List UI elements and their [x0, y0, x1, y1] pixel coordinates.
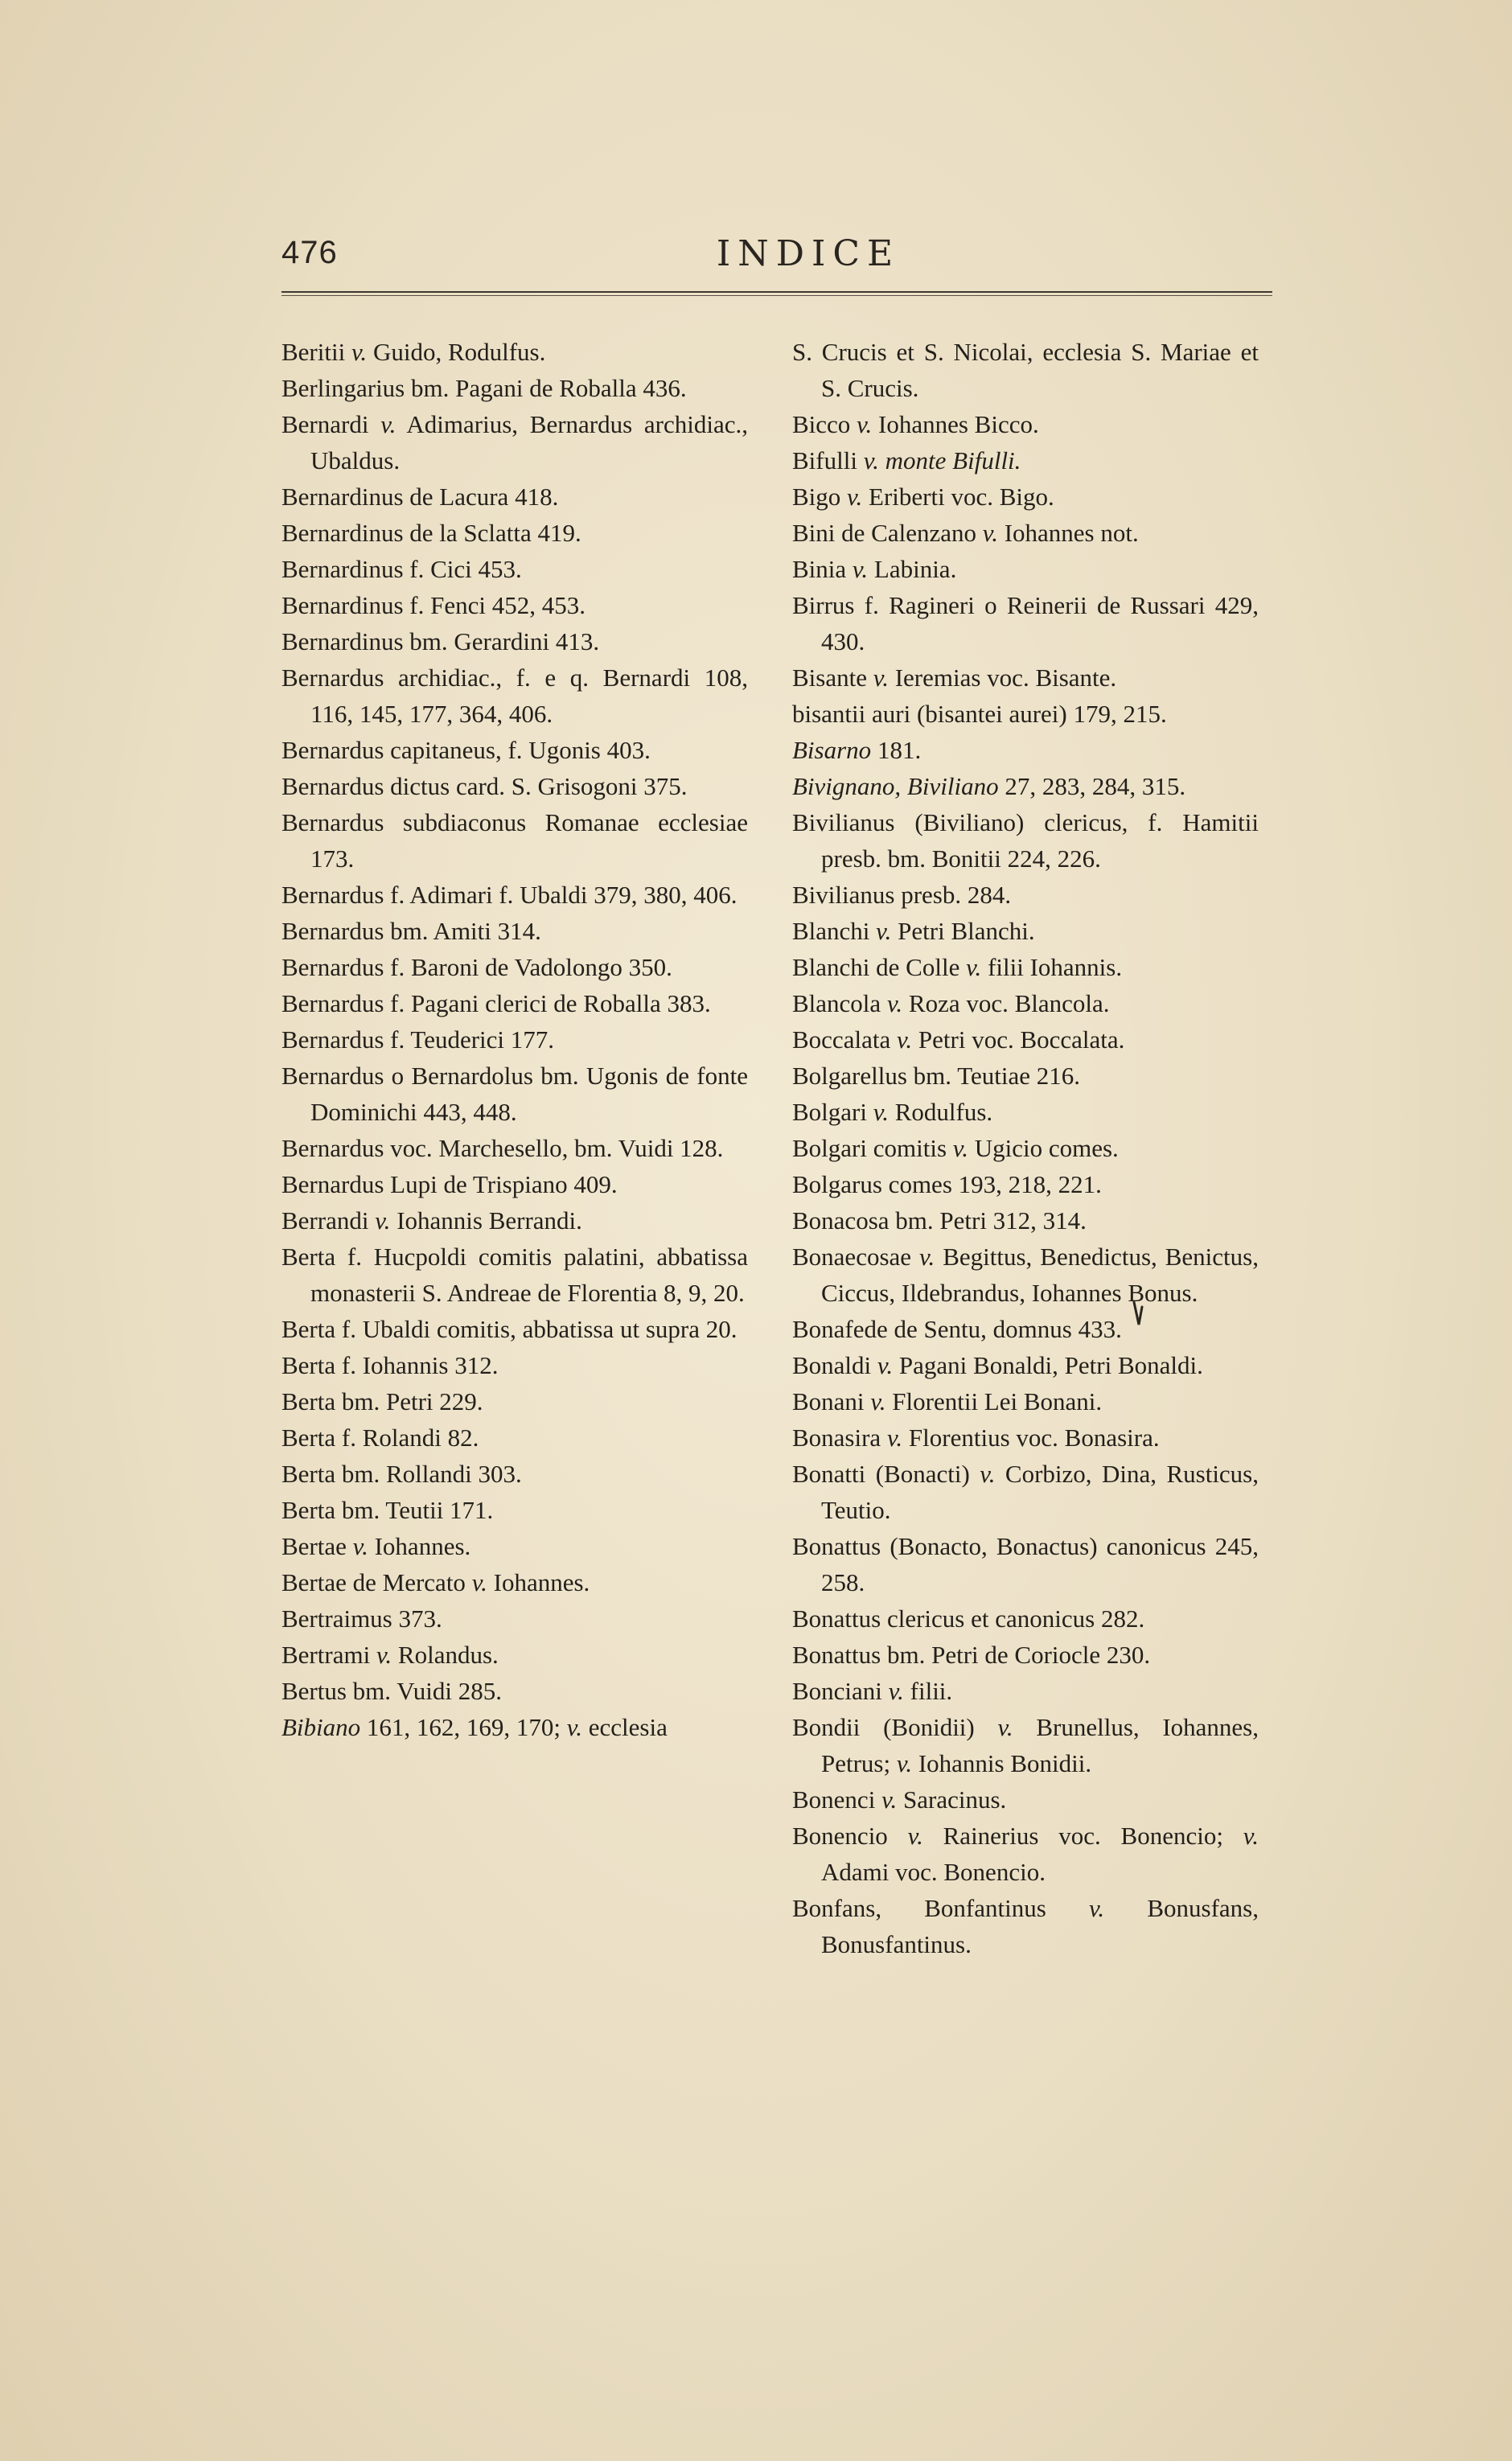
header-rule	[281, 291, 1272, 293]
entry-text: Bonenci	[792, 1785, 882, 1814]
entry-text: Bonatti (Bonacti)	[792, 1460, 980, 1488]
running-head	[281, 235, 1272, 283]
entry-italic-text: v.	[376, 1641, 392, 1669]
entry-text: Bigo	[792, 483, 848, 511]
entry-text: Petri voc. Boccalata.	[912, 1025, 1125, 1054]
entry-text: Brunellus, Iohannes, Petrus;	[821, 1713, 1259, 1777]
entry-text: Bertae de Mercato	[281, 1568, 472, 1596]
entry-text: Bicco	[792, 410, 857, 438]
index-entry	[792, 1456, 1259, 1528]
entry-text: Bonciani	[792, 1677, 889, 1705]
entry-italic-text: v.	[876, 917, 892, 945]
entry-italic-text: v.	[886, 989, 903, 1017]
entry-text: Bernardi	[281, 410, 381, 438]
entry-text: Bonattus bm. Petri de Coriocle 230.	[792, 1641, 1151, 1669]
entry-text: Blanchi de Colle	[792, 953, 967, 981]
index-entry	[281, 659, 748, 732]
index-entry	[792, 515, 1259, 551]
entry-text: Bonattus clericus et canonicus 282.	[792, 1604, 1145, 1633]
index-entry	[281, 587, 748, 623]
entry-text: Ieremias voc. Bisante.	[888, 664, 1117, 692]
entry-italic-text: v.	[380, 410, 396, 438]
entry-italic-text: v.	[1088, 1894, 1105, 1922]
entry-text: Bonasira	[792, 1424, 887, 1452]
entry-text: Bini de Calenzano	[792, 519, 983, 547]
index-entry	[792, 1166, 1259, 1202]
index-entry	[281, 877, 748, 913]
entry-text: Bernardus dictus card. S. Grisogoni 375.	[281, 772, 688, 800]
entry-text: Ugicio comes.	[968, 1134, 1119, 1162]
index-entry	[792, 479, 1259, 515]
index-entry	[281, 913, 748, 949]
entry-italic-text: v.	[873, 1098, 889, 1126]
entry-italic-text: v.	[896, 1025, 913, 1054]
index-entry	[792, 1600, 1259, 1637]
entry-text: Iohannes.	[487, 1568, 590, 1596]
entry-italic-text: v.	[886, 1424, 903, 1452]
index-entry	[792, 1202, 1259, 1239]
entry-text: Berta f. Ubaldi comitis, abbatissa ut supra 20.	[281, 1315, 738, 1343]
entry-text: Rainerius voc. Bonencio;	[922, 1822, 1243, 1850]
entry-text: Iohannes not.	[997, 519, 1139, 547]
index-entry	[281, 623, 748, 659]
index-entry	[281, 1709, 748, 1745]
index-entry	[281, 1600, 748, 1637]
entry-text: Bernardus o Bernardolus bm. Ugonis de fonte Dominichi 443, 448.	[281, 1062, 748, 1126]
entry-text: Rolandus.	[392, 1641, 499, 1669]
index-entry	[281, 1058, 748, 1130]
entry-text: Eriberti voc. Bigo.	[862, 483, 1054, 511]
entry-text: Boccalata	[792, 1025, 897, 1054]
entry-text: Bonaldi	[792, 1351, 877, 1379]
index-entry	[792, 587, 1259, 659]
index-entry	[281, 479, 748, 515]
entry-text: Berta f. Hucpoldi comitis palatini, abbatissa monasterii S. Andreae de Florentia 8, 9, 20.	[281, 1243, 748, 1307]
entry-text: Bonafede de Sentu, domnus 433.	[792, 1315, 1122, 1343]
index-entry	[281, 370, 748, 406]
entry-italic-text: v.	[852, 555, 869, 583]
entry-text: Adimarius, Bernardus archidiac., Ubaldus.	[310, 410, 748, 475]
index-entry	[281, 1166, 748, 1202]
entry-text: Berta f. Rolandi 82.	[281, 1424, 479, 1452]
entry-text: Bernardus voc. Marchesello, bm. Vuidi 128.	[281, 1134, 724, 1162]
index-entry	[281, 1637, 748, 1673]
entry-text: Bernardus subdiaconus Romanae ecclesiae 173.	[281, 808, 748, 873]
index-entry	[792, 442, 1259, 479]
entry-italic-text: v.	[997, 1713, 1013, 1741]
entry-text: Bernardinus bm. Gerardini 413.	[281, 627, 600, 655]
entry-italic-text: v.	[888, 1677, 904, 1705]
entry-text: Bolgarellus bm. Teutiae 216.	[792, 1062, 1080, 1090]
entry-text: filii.	[903, 1677, 953, 1705]
entry-italic-text: v.	[471, 1568, 487, 1596]
entry-text: Berta f. Iohannis 312.	[281, 1351, 499, 1379]
index-entry	[792, 1528, 1259, 1600]
index-entry	[281, 1347, 748, 1383]
entry-italic-text: Bivignano, Biviliano	[792, 772, 999, 800]
entry-italic-text: v.	[847, 483, 863, 511]
index-entry	[281, 551, 748, 587]
entry-text: Bernardus f. Adimari f. Ubaldi 379, 380, 406.	[281, 881, 738, 909]
entry-text: Berrandi	[281, 1206, 376, 1235]
entry-text: bisantii auri (bisantei aurei) 179, 215.	[792, 700, 1167, 728]
entry-text: Roza voc. Blancola.	[902, 989, 1110, 1017]
entry-text: Berta bm. Rollandi 303.	[281, 1460, 522, 1488]
index-entry	[792, 877, 1259, 913]
entry-text: Bonani	[792, 1387, 871, 1415]
entry-text: Bernardinus f. Fenci 452, 453.	[281, 591, 585, 619]
index-entry	[792, 1239, 1259, 1311]
entry-text: 27, 283, 284, 315.	[998, 772, 1186, 800]
entry-italic-text: v.	[877, 1351, 894, 1379]
entry-text: Iohannes.	[368, 1532, 471, 1560]
index-entry	[281, 1492, 748, 1528]
entry-text: Bonfans, Bonfantinus	[792, 1894, 1089, 1922]
index-entry	[281, 1673, 748, 1709]
index-entry	[792, 551, 1259, 587]
entry-text: Bertae	[281, 1532, 353, 1560]
entry-italic-text: Bibiano	[281, 1713, 361, 1741]
entry-text: Florentius voc. Bonasira.	[902, 1424, 1160, 1452]
entry-italic-text: v.	[881, 1785, 898, 1814]
entry-italic-text: v.	[907, 1822, 923, 1850]
index-entry	[281, 334, 748, 370]
entry-italic-text: v.	[375, 1206, 391, 1235]
entry-text: Bivilianus (Biviliano) clericus, f. Hamitii presb. bm. Bonitii 224, 226.	[792, 808, 1259, 873]
index-entry	[281, 1564, 748, 1600]
index-entry	[281, 985, 748, 1021]
index-entry	[792, 1818, 1259, 1890]
index-entry	[281, 1383, 748, 1419]
entry-text: Bivilianus presb. 284.	[792, 881, 1012, 909]
entry-text: Bernardinus f. Cici 453.	[281, 555, 522, 583]
entry-italic-text: v.	[952, 1134, 968, 1162]
pencil-mark	[1132, 1300, 1144, 1328]
entry-text: Bisante	[792, 664, 873, 692]
entry-text: Florentii Lei Bonani.	[885, 1387, 1103, 1415]
entry-text: S. Crucis et S. Nicolai, ecclesia S. Mariae et S. Crucis.	[792, 338, 1259, 402]
entry-text: Petri Blanchi.	[891, 917, 1035, 945]
entry-italic-text: v.	[980, 1460, 996, 1488]
index-entry	[281, 768, 748, 804]
index-entry	[792, 768, 1259, 804]
index-entry	[281, 406, 748, 479]
entry-text: ecclesia	[582, 1713, 668, 1741]
entry-text: Bondii (Bonidii)	[792, 1713, 998, 1741]
index-entry	[792, 406, 1259, 442]
index-entry	[281, 1239, 748, 1311]
entry-italic-text: v.	[352, 1532, 368, 1560]
entry-text: Bernardus f. Pagani clerici de Roballa 383.	[281, 989, 711, 1017]
entry-text: Labinia.	[868, 555, 957, 583]
entry-italic-text: v.	[566, 1713, 583, 1741]
entry-text: Adami voc. Bonencio.	[821, 1858, 1046, 1886]
index-entry	[792, 1419, 1259, 1456]
entry-text: Berlingarius bm. Pagani de Roballa 436.	[281, 374, 687, 402]
index-entry	[281, 1528, 748, 1564]
entry-text: Bernardinus de la Sclatta 419.	[281, 519, 581, 547]
entry-text: Bertrami	[281, 1641, 376, 1669]
entry-italic-text: v.	[857, 410, 873, 438]
entry-text: Bertus bm. Vuidi 285.	[281, 1677, 502, 1705]
entry-text: Bernardus archidiac., f. e q. Bernardi 108, 116, 145, 177, 364, 406.	[281, 664, 748, 728]
entry-italic-text: v.	[896, 1749, 913, 1777]
entry-text: Bonencio	[792, 1822, 908, 1850]
entry-text: filii Iohannis.	[981, 953, 1123, 981]
entry-text: 181.	[871, 736, 922, 764]
entry-italic-text: v.	[873, 664, 889, 692]
entry-text: Berta bm. Petri 229.	[281, 1387, 483, 1415]
entry-italic-text: v.	[351, 338, 368, 366]
index-entry	[281, 804, 748, 877]
entry-text: Bonacosa bm. Petri 312, 314.	[792, 1206, 1087, 1235]
index-entry	[792, 1781, 1259, 1818]
entry-italic-text: v.	[982, 519, 998, 547]
entry-text: Bertraimus 373.	[281, 1604, 442, 1633]
entry-text: Iohannis Bonidii.	[912, 1749, 1092, 1777]
entry-text: Iohannis Berrandi.	[390, 1206, 582, 1235]
index-entry	[792, 949, 1259, 985]
index-entry	[792, 804, 1259, 877]
index-entry	[792, 1890, 1259, 1962]
entry-text: Bonaecosae	[792, 1243, 920, 1271]
entry-text: Bernardus f. Teuderici 177.	[281, 1025, 555, 1054]
entry-text: Bifulli	[792, 446, 864, 475]
index-entry	[792, 1130, 1259, 1166]
index-column-right	[792, 334, 1259, 1962]
entry-text: Saracinus.	[897, 1785, 1007, 1814]
index-entry	[281, 1456, 748, 1492]
running-title: INDICE	[716, 233, 901, 274]
entry-text: Corbizo, Dina, Rusticus, Teutio.	[821, 1460, 1259, 1524]
index-entry	[281, 732, 748, 768]
index-entry	[281, 1311, 748, 1347]
index-entry	[792, 1383, 1259, 1419]
entry-text: Bolgari	[792, 1098, 873, 1126]
entry-text: 161, 162, 169, 170;	[360, 1713, 567, 1741]
index-entry	[792, 1021, 1259, 1058]
index-entry	[792, 1311, 1259, 1347]
index-entry	[792, 1094, 1259, 1130]
entry-text: Bonattus (Bonacto, Bonactus) canonicus 245, 258.	[792, 1532, 1259, 1596]
index-entry	[792, 334, 1259, 406]
entry-text: Birrus f. Ragineri o Reinerii de Russari 429, 430.	[792, 591, 1259, 655]
entry-italic-text: Bisarno	[792, 736, 872, 764]
entry-italic-text: v.	[966, 953, 982, 981]
index-entry	[281, 1419, 748, 1456]
entry-text: Beritii	[281, 338, 351, 366]
entry-text: Rodulfus.	[888, 1098, 993, 1126]
entry-text: Bernardus capitaneus, f. Ugonis 403.	[281, 736, 651, 764]
entry-text: Bernardus bm. Amiti 314.	[281, 917, 541, 945]
entry-italic-text: v.	[870, 1387, 886, 1415]
index-entry	[281, 1202, 748, 1239]
entry-text: Bernardus f. Baroni de Vadolongo 350.	[281, 953, 672, 981]
index-entry	[281, 515, 748, 551]
entry-italic-text: v.	[1243, 1822, 1259, 1850]
entry-text: Bernardinus de Lacura 418.	[281, 483, 559, 511]
index-entry	[281, 1130, 748, 1166]
index-entry	[792, 696, 1259, 732]
entry-text: Bernardus Lupi de Trispiano 409.	[281, 1170, 618, 1198]
entry-text: Binia	[792, 555, 853, 583]
entry-text: Guido, Rodulfus.	[367, 338, 546, 366]
index-entry	[792, 732, 1259, 768]
index-entry	[792, 913, 1259, 949]
entry-italic-text: v. monte Bifulli.	[863, 446, 1021, 475]
entry-text: Bolgarus comes 193, 218, 221.	[792, 1170, 1102, 1198]
index-entry	[792, 1709, 1259, 1781]
entry-text: Blancola	[792, 989, 887, 1017]
entry-text: Berta bm. Teutii 171.	[281, 1496, 494, 1524]
index-entry	[792, 1637, 1259, 1673]
entry-text: Bonusfans, Bonusfantinus.	[821, 1894, 1259, 1958]
index-entry	[792, 985, 1259, 1021]
index-entry	[281, 1021, 748, 1058]
index-entry	[792, 1347, 1259, 1383]
entry-text: Pagani Bonaldi, Petri Bonaldi.	[893, 1351, 1203, 1379]
entry-text: Begittus, Benedictus, Benictus, Ciccus, Ildebrandus, Iohannes Bonus.	[821, 1243, 1259, 1307]
entry-text: Bolgari comitis	[792, 1134, 953, 1162]
index-entry	[281, 949, 748, 985]
entry-text: Iohannes Bicco.	[872, 410, 1039, 438]
entry-text: Blanchi	[792, 917, 877, 945]
index-entry	[792, 659, 1259, 696]
index-column-left	[281, 334, 748, 1745]
page-number: 476	[281, 235, 338, 270]
index-entry	[792, 1673, 1259, 1709]
entry-italic-text: v.	[919, 1243, 935, 1271]
index-entry	[792, 1058, 1259, 1094]
